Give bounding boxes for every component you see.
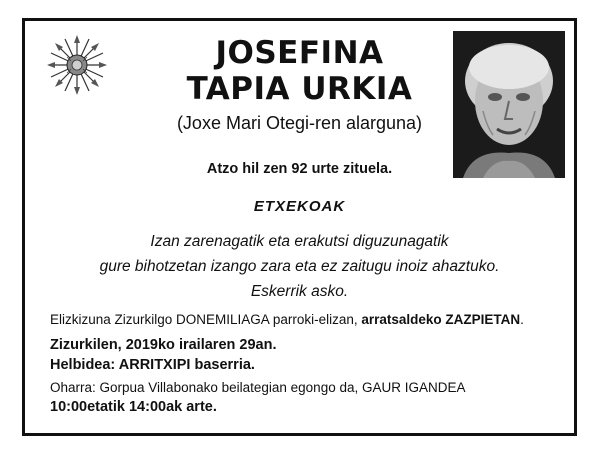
deceased-first-name: JOSEFINA [215,35,384,71]
deceased-surname: TAPIA URKIA [186,71,413,107]
funeral-place: Elizkizuna Zizurkilgo DONEMILIAGA parroki-elizan, [50,312,362,327]
alias-line: (Joxe Mari Otegi-ren alarguna) [176,113,423,133]
verse-line-2: gure bihotzetan izango zara eta ez zaitugu inoiz ahaztuko. [99,258,500,275]
death-announcement: Atzo hil zen 92 urte zituela. [206,161,393,177]
note-line-2: 10:00etatik 14:00ak arte. [50,399,217,415]
obituary-frame [22,18,577,436]
address-line: Helbidea: ARRITXIPI baserria. [50,357,255,373]
funeral-suffix: . [520,312,524,327]
verse-line-1: Izan zarenagatik eta erakutsi diguzunagatik [150,233,449,250]
funeral-time: arratsaldeko ZAZPIETAN [361,312,521,327]
note-line-1: Oharra: Gorpua Villabonako beilategian egongo da, GAUR IGANDEA [50,380,466,395]
date-line: Zizurkilen, 2019ko irailaren 29an. [50,337,277,353]
verse-line-3: Eskerrik asko. [250,283,349,300]
family-label: ETXEKOAK [253,198,346,215]
funeral-line [50,312,524,327]
